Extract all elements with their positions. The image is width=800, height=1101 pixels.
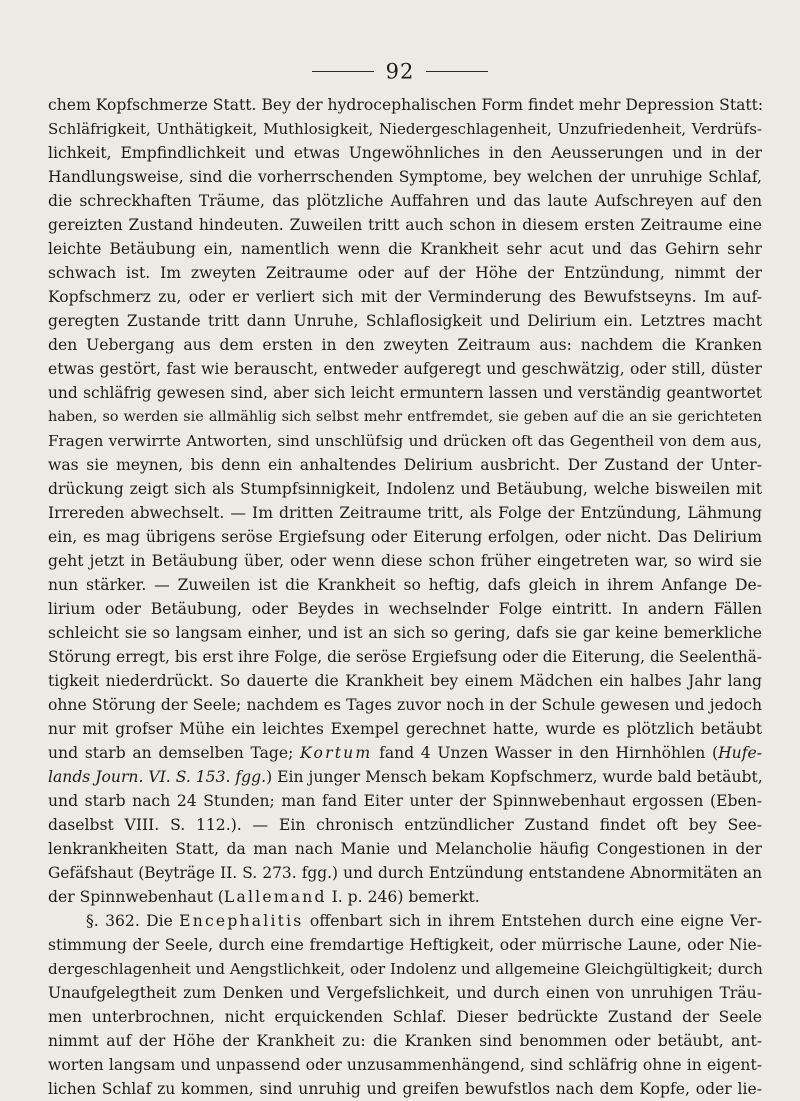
text-segment: stimmung der Seele, durch eine fremdartige Heftigkeit, oder mürrische Laune, oder Nie-	[48, 936, 762, 954]
text-line	[48, 1029, 762, 1053]
text-segment: offenbart sich in ihrem Entstehen durch eine eigne Ver-	[303, 912, 762, 930]
text-segment: lands Journ. VI. S. 153. fgg.	[48, 768, 267, 786]
text-segment: men unterbrochnen, nicht erquickenden Schlaf. Dieser bedrückte Zustand der Seele	[48, 1008, 762, 1026]
text-line	[48, 789, 762, 813]
text-line	[48, 213, 762, 237]
text-segment: etwas gestört, fast wie berauscht, entweder aufgeregt und geschwätzig, oder still, düster	[48, 360, 762, 378]
text-line	[48, 837, 762, 861]
text-segment: Kortum	[300, 744, 373, 762]
text-segment: leichte Betäubung ein, namentlich wenn die Krankheit sehr acut und das Gehirn sehr	[48, 240, 762, 258]
text-segment: schleicht sie so langsam einher, und ist an sich so gering, dafs sie gar keine bemerkliche	[48, 624, 762, 642]
text-segment: ein, es mag übrigens seröse Ergiefsung oder Eiterung erfolgen, oder nicht. Das Delirium	[48, 528, 762, 546]
text-segment: nimmt auf der Höhe der Krankheit zu: die Kranken sind benommen oder betäubt, ant-	[48, 1032, 762, 1050]
text-segment: Störung erregt, bis erst ihre Folge, die seröse Ergiefsung oder die Eiterung, die Seelenthä-	[48, 648, 762, 666]
text-segment: Schläfrigkeit, Unthätigkeit, Muthlosigkeit, Niedergeschlagenheit, Unzufriedenheit, Verdrüfs-	[48, 120, 762, 138]
text-line	[48, 573, 762, 597]
text-segment: lichkeit, Empfindlichkeit und etwas Ungewöhnliches in den Aeusserungen und in der	[48, 144, 762, 162]
text-line	[48, 885, 762, 909]
header-rule-left	[312, 71, 374, 72]
text-line	[48, 141, 762, 165]
text-line	[48, 549, 762, 573]
text-line	[48, 1077, 762, 1101]
body-text	[48, 93, 762, 1101]
text-line	[48, 765, 762, 789]
text-segment: was sie meynen, bis denn ein anhaltendes Delirium ausbricht. Der Zustand der Unter-	[48, 456, 762, 474]
text-segment: lirium oder Betäubung, oder Beydes in wechselnder Folge eintritt. In andern Fällen	[48, 600, 762, 618]
text-segment: Unaufgelegtheit zum Denken und Vergefslichkeit, und durch einen von unruhigen Träu-	[48, 984, 762, 1002]
text-segment: Lallemand	[223, 888, 327, 906]
text-segment: ) Ein junger Mensch bekam Kopfschmerz, wurde bald betäubt,	[266, 768, 763, 786]
text-line	[48, 525, 762, 549]
text-line	[48, 693, 762, 717]
text-line	[48, 405, 762, 429]
text-segment: ohne Störung der Seele; nachdem es Tages zuvor noch in der Schule gewesen und jedoch	[48, 696, 762, 714]
text-line	[48, 165, 762, 189]
text-segment: fand 4 Unzen Wasser in den Hirnhöhlen (	[372, 744, 719, 762]
page-number: 92	[385, 59, 415, 84]
text-line	[48, 597, 762, 621]
text-segment: schwach ist. Im zweyten Zeitraume oder auf der Höhe der Entzündung, nimmt der	[48, 264, 762, 282]
text-line	[48, 669, 762, 693]
text-line	[48, 957, 762, 981]
text-line	[48, 861, 762, 885]
text-segment: Handlungsweise, sind die vorherrschenden Symptome, bey welchen der unruhige Schlaf,	[48, 168, 762, 186]
text-line	[48, 741, 762, 765]
text-segment: dergeschlagenheit und Aengstlichkeit, oder Indolenz und allgemeine Gleichgültigkeit; durch	[48, 960, 763, 978]
text-line	[48, 813, 762, 837]
text-segment: chem Kopfschmerze Statt. Bey der hydrocephalischen Form findet mehr Depression Statt:	[48, 96, 764, 114]
text-line	[48, 189, 762, 213]
text-line	[48, 285, 762, 309]
page-header	[0, 58, 800, 84]
text-segment: worten langsam und unpassend oder unzusammenhängend, sind schläfrig ohne in eigent-	[48, 1056, 762, 1074]
text-line	[48, 933, 762, 957]
text-segment: I. p. 246) bemerkt.	[326, 888, 480, 906]
text-segment: Fragen verwirrte Antworten, sind unschlüfsig und drücken oft das Gegentheil von dem aus,	[48, 432, 762, 450]
text-segment: nur mit grofser Mühe ein leichtes Exempel gerechnet hatte, wurde es plötzlich betäubt	[48, 720, 762, 738]
text-line	[48, 981, 762, 1005]
text-line	[48, 309, 762, 333]
text-segment: und starb nach 24 Stunden; man fand Eiter unter der Spinnwebenhaut ergossen (Eben-	[48, 792, 762, 810]
text-segment: lenkrankheiten Statt, da man nach Manie und Melancholie häufig Congestionen in der	[48, 840, 762, 858]
text-line	[48, 261, 762, 285]
text-line	[48, 237, 762, 261]
text-segment: der Spinnwebenhaut (	[48, 888, 224, 906]
text-line	[48, 357, 762, 381]
text-segment: Irrereden abwechselt. — Im dritten Zeitraume tritt, als Folge der Entzündung, Lähmung	[48, 504, 762, 522]
text-line	[48, 381, 762, 405]
text-segment: Hufe-	[718, 744, 762, 762]
text-segment: lichen Schlaf zu kommen, sind unruhig und greifen bewufstlos nach dem Kopfe, oder lie-	[48, 1080, 762, 1098]
text-line	[48, 621, 762, 645]
text-line	[48, 333, 762, 357]
text-segment: den Uebergang aus dem ersten in den zweyten Zeitraum aus: nachdem die Kranken	[48, 336, 762, 354]
text-line	[48, 717, 762, 741]
text-line	[48, 477, 762, 501]
text-segment: Encephalitis	[179, 912, 304, 930]
text-segment: gereizten Zustand hindeuten. Zuweilen tritt auch schon in diesem ersten Zeitraume eine	[48, 216, 762, 234]
text-segment: die schreckhaften Träume, das plötzliche Auffahren und das laute Aufschreyen auf den	[48, 192, 762, 210]
text-segment: Gefäfshaut (Beyträge II. S. 273. fgg.) und durch Entzündung entstandene Abnormitäten an	[48, 864, 762, 882]
text-segment: haben, so werden sie allmählig sich selbst mehr entfremdet, sie geben auf die an sie gerichteten	[48, 409, 762, 425]
header-rule-right	[426, 71, 488, 72]
text-line	[48, 93, 762, 117]
text-segment: und schläfrig gewesen sind, aber sich leicht ermuntern lassen und verständig geantwortet	[48, 384, 762, 402]
text-line	[48, 645, 762, 669]
text-segment: drückung zeigt sich als Stumpfsinnigkeit, Indolenz und Betäubung, welche bisweilen mit	[48, 480, 762, 498]
text-line	[48, 1005, 762, 1029]
text-segment: geregten Zustande tritt dann Unruhe, Schlaflosigkeit und Delirium ein. Letztres macht	[48, 312, 762, 330]
text-segment: §. 362. Die	[86, 912, 180, 930]
text-line	[48, 1053, 762, 1077]
text-segment: daselbst VIII. S. 112.). — Ein chronisch entzündlicher Zustand findet oft bey See-	[48, 816, 762, 834]
text-line	[48, 429, 762, 453]
text-line	[48, 117, 762, 141]
text-segment: Kopfschmerz zu, oder er verliert sich mit der Verminderung des Bewufstseyns. Im auf-	[48, 288, 762, 306]
text-line	[48, 501, 762, 525]
text-segment: tigkeit niederdrückt. So dauerte die Krankheit bey einem Mädchen ein halbes Jahr lang	[48, 672, 762, 690]
text-segment: geht jetzt in Betäubung über, oder wenn diese schon früher eingetreten war, so wird sie	[48, 552, 762, 570]
text-line	[48, 453, 762, 477]
text-segment: und starb an demselben Tage;	[48, 744, 301, 762]
text-line	[48, 909, 762, 933]
text-segment: nun stärker. — Zuweilen ist die Krankheit so heftig, dafs gleich in ihrem Anfange De-	[48, 576, 762, 594]
